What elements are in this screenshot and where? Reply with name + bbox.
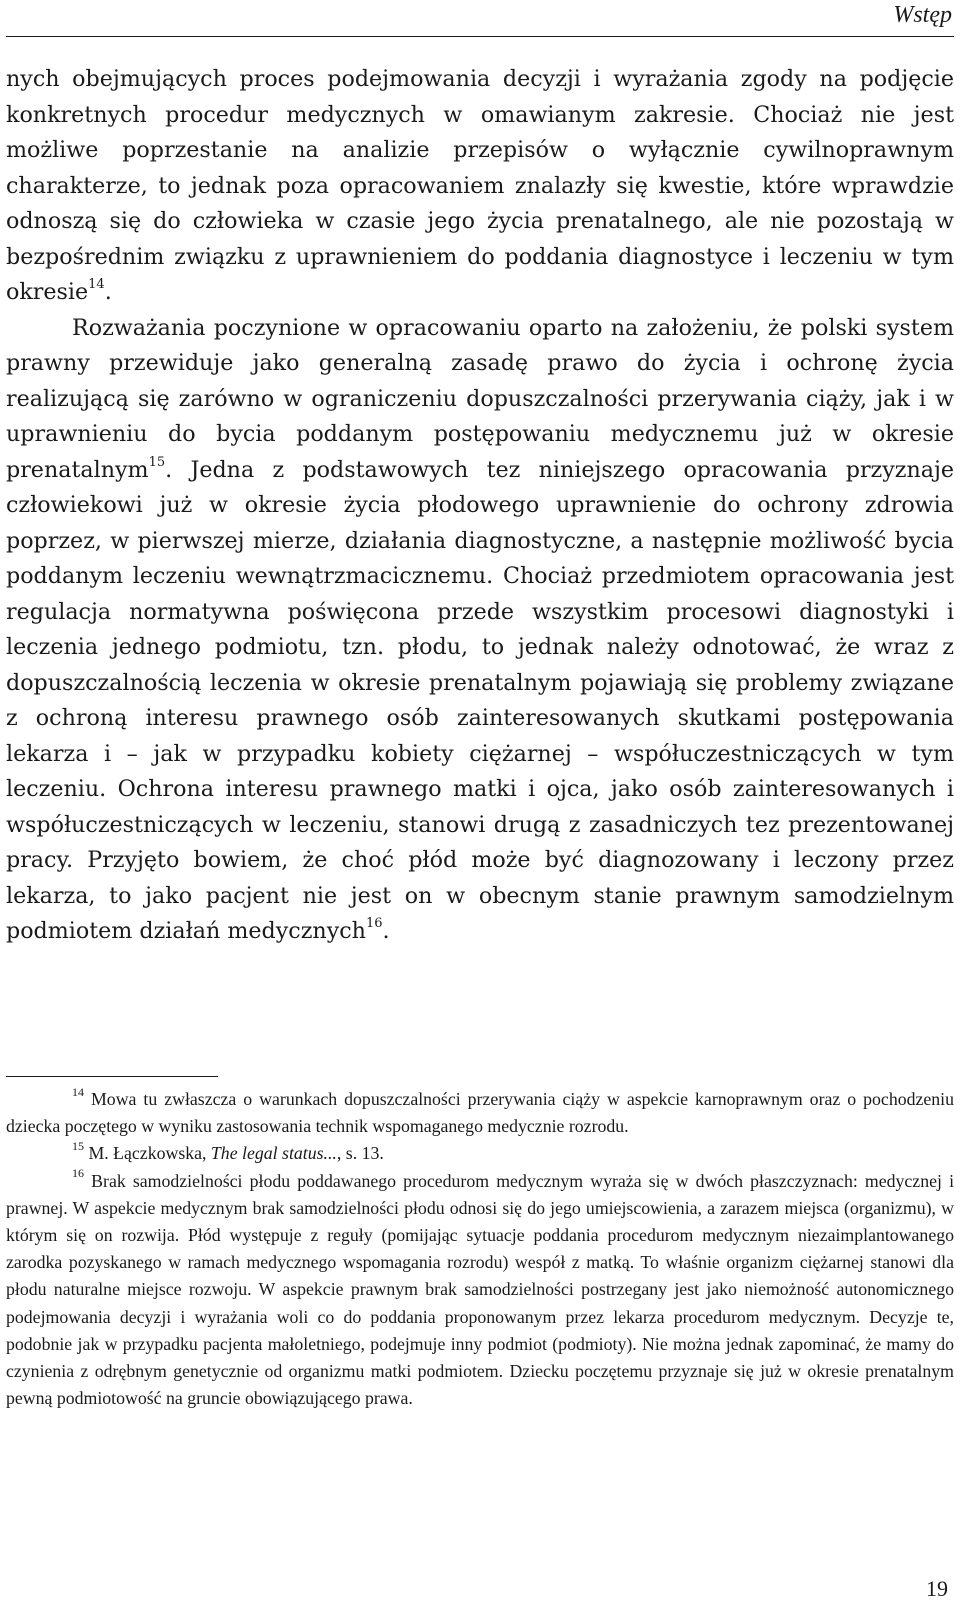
footnote-number: 16 (72, 1166, 84, 1181)
body-text (6, 62, 954, 950)
footnote-text: Brak samodzielności płodu poddawanego procedurom medycznym wyraża się w dwóch płaszczyznach: medycznej i prawnej. W aspekcie medycznym brak samodzielności płodu odnosi się do jego umiejscowienia, a zarazem miejsca (organizmu), w którym się on rozwija. Płód występuje z reguły (pomijając sytuacje poddania procedurom medycznym niezaimplantowanego zarodka pozyskanego w ramach medycznego wspomagania rozrodu) wespół z matką. To właśnie organizm ciężarnej stanowi dla płodu naturalne miejsce rozwoju. W aspekcie prawnym brak samodzielności postrzegany jest jako niemożność autonomicznego podejmowania decyzji i wyrażania woli co do poddania proponowanym przez lekarza procedurom medycznym. Decyzje te, podobnie jak w przypadku pacjenta małoletniego, podejmuje inny podmiot (podmioty). Nie można jednak zapominać, że mamy do czynienia z odrębnym genetycznie od organizmu matki podmiotem. Dziecku poczętemu przyznaje się już w okresie prenatalnym pewną podmiotowość na gruncie obowiązującego prawa. (6, 1170, 955, 1409)
paragraph-1-text: nych obejmujących proces podejmowania decyzji i wyrażania zgody na podjęcie konkretnych procedur medycznych w omawianym zakresie. Chociaż nie jest możliwe poprzestanie na analizie przepisów o wyłącznie cywilnoprawnym charakterze, to jednak poza opracowaniem znalazły się kwestie, które wprawdzie odnoszą się do człowieka w czasie jego życia prenatalnego, ale nie pozostają w bezpośrednim związku z uprawnieniem do poddania diagnostyce i leczeniu w tym okresie (6, 66, 954, 305)
paragraph-2-continuation: . Jedna z podstawowych tez niniejszego opracowania przyznaje człowiekowi już w okresie życia płodowego uprawnienie do ochrony zdrowia poprzez, w pierwszej mierze, działania diagnostyczne, a następnie możliwość bycia poddanym leczeniu wewnątrzmacicznemu. Chociaż przedmiotem opracowania jest regulacja normatywna poświęcona przede wszystkim procesowi diagnostyki i leczenia jednego podmiotu, tzn. płodu, to jednak należy odnotować, że wraz z dopuszczalnością leczenia w okresie prenatalnym pojawiają się problemy związane z ochroną interesu prawnego osób zainteresowanych skutkami postępowania lekarza i – jak w przypadku kobiety ciężarnej – współuczestniczących w tym leczeniu. Ochrona interesu prawnego matki i ojca, jako osób zainteresowanych i współuczestniczących w leczeniu, stanowi drugą z zasadniczych tez prezentowanej pracy. Przyjęto bowiem, że choć płód może być diagnozowany i leczony przez lekarza, to jako pacjent nie jest on w obecnym stanie prawnym samodzielnym podmiotem działań medycznych (6, 456, 954, 944)
footnote-ref-14: 14 (88, 277, 105, 293)
book-page (6, 0, 954, 1610)
footnote-ref-15: 15 (148, 454, 166, 470)
footnote-number: 14 (72, 1084, 84, 1099)
paragraph-1 (6, 62, 954, 311)
footnote-16 (6, 1168, 954, 1413)
paragraph-2-end: . (382, 918, 390, 944)
paragraph-1-end: . (104, 279, 112, 305)
footnote-number: 15 (72, 1139, 84, 1154)
footnote-page-ref: , s. 13. (336, 1143, 384, 1164)
running-title: Wstęp (893, 2, 952, 28)
footnote-cited-title: The legal status... (210, 1143, 337, 1164)
running-header (6, 0, 954, 37)
footnote-text: Mowa tu zwłaszcza o warunkach dopuszczalności przerywania ciąży w aspekcie karnoprawnym oraz o pochodzeniu dziecka poczętego w wyniku zastosowania technik wspomaganego medycznie rozrodu. (6, 1089, 954, 1137)
footnote-author: M. Łączkowska, (88, 1143, 211, 1164)
paragraph-2-text: Rozważania poczynione w opracowaniu oparto na założeniu, że polski system prawny przewiduje jako generalną zasadę prawo do życia i ochronę życia realizującą się zarówno w ograniczeniu dopuszczalności przerywania ciąży, jak i w uprawnieniu do bycia poddanym postępowaniu medycznemu już w okresie prenatalnym (6, 314, 954, 483)
paragraph-2 (6, 311, 954, 950)
footnote-15 (6, 1140, 954, 1167)
footnote-14 (6, 1086, 954, 1140)
footnote-ref-16: 16 (365, 916, 383, 932)
footnotes (6, 1086, 954, 1412)
footnote-separator (6, 1076, 218, 1077)
page-number: 19 (926, 1576, 948, 1601)
